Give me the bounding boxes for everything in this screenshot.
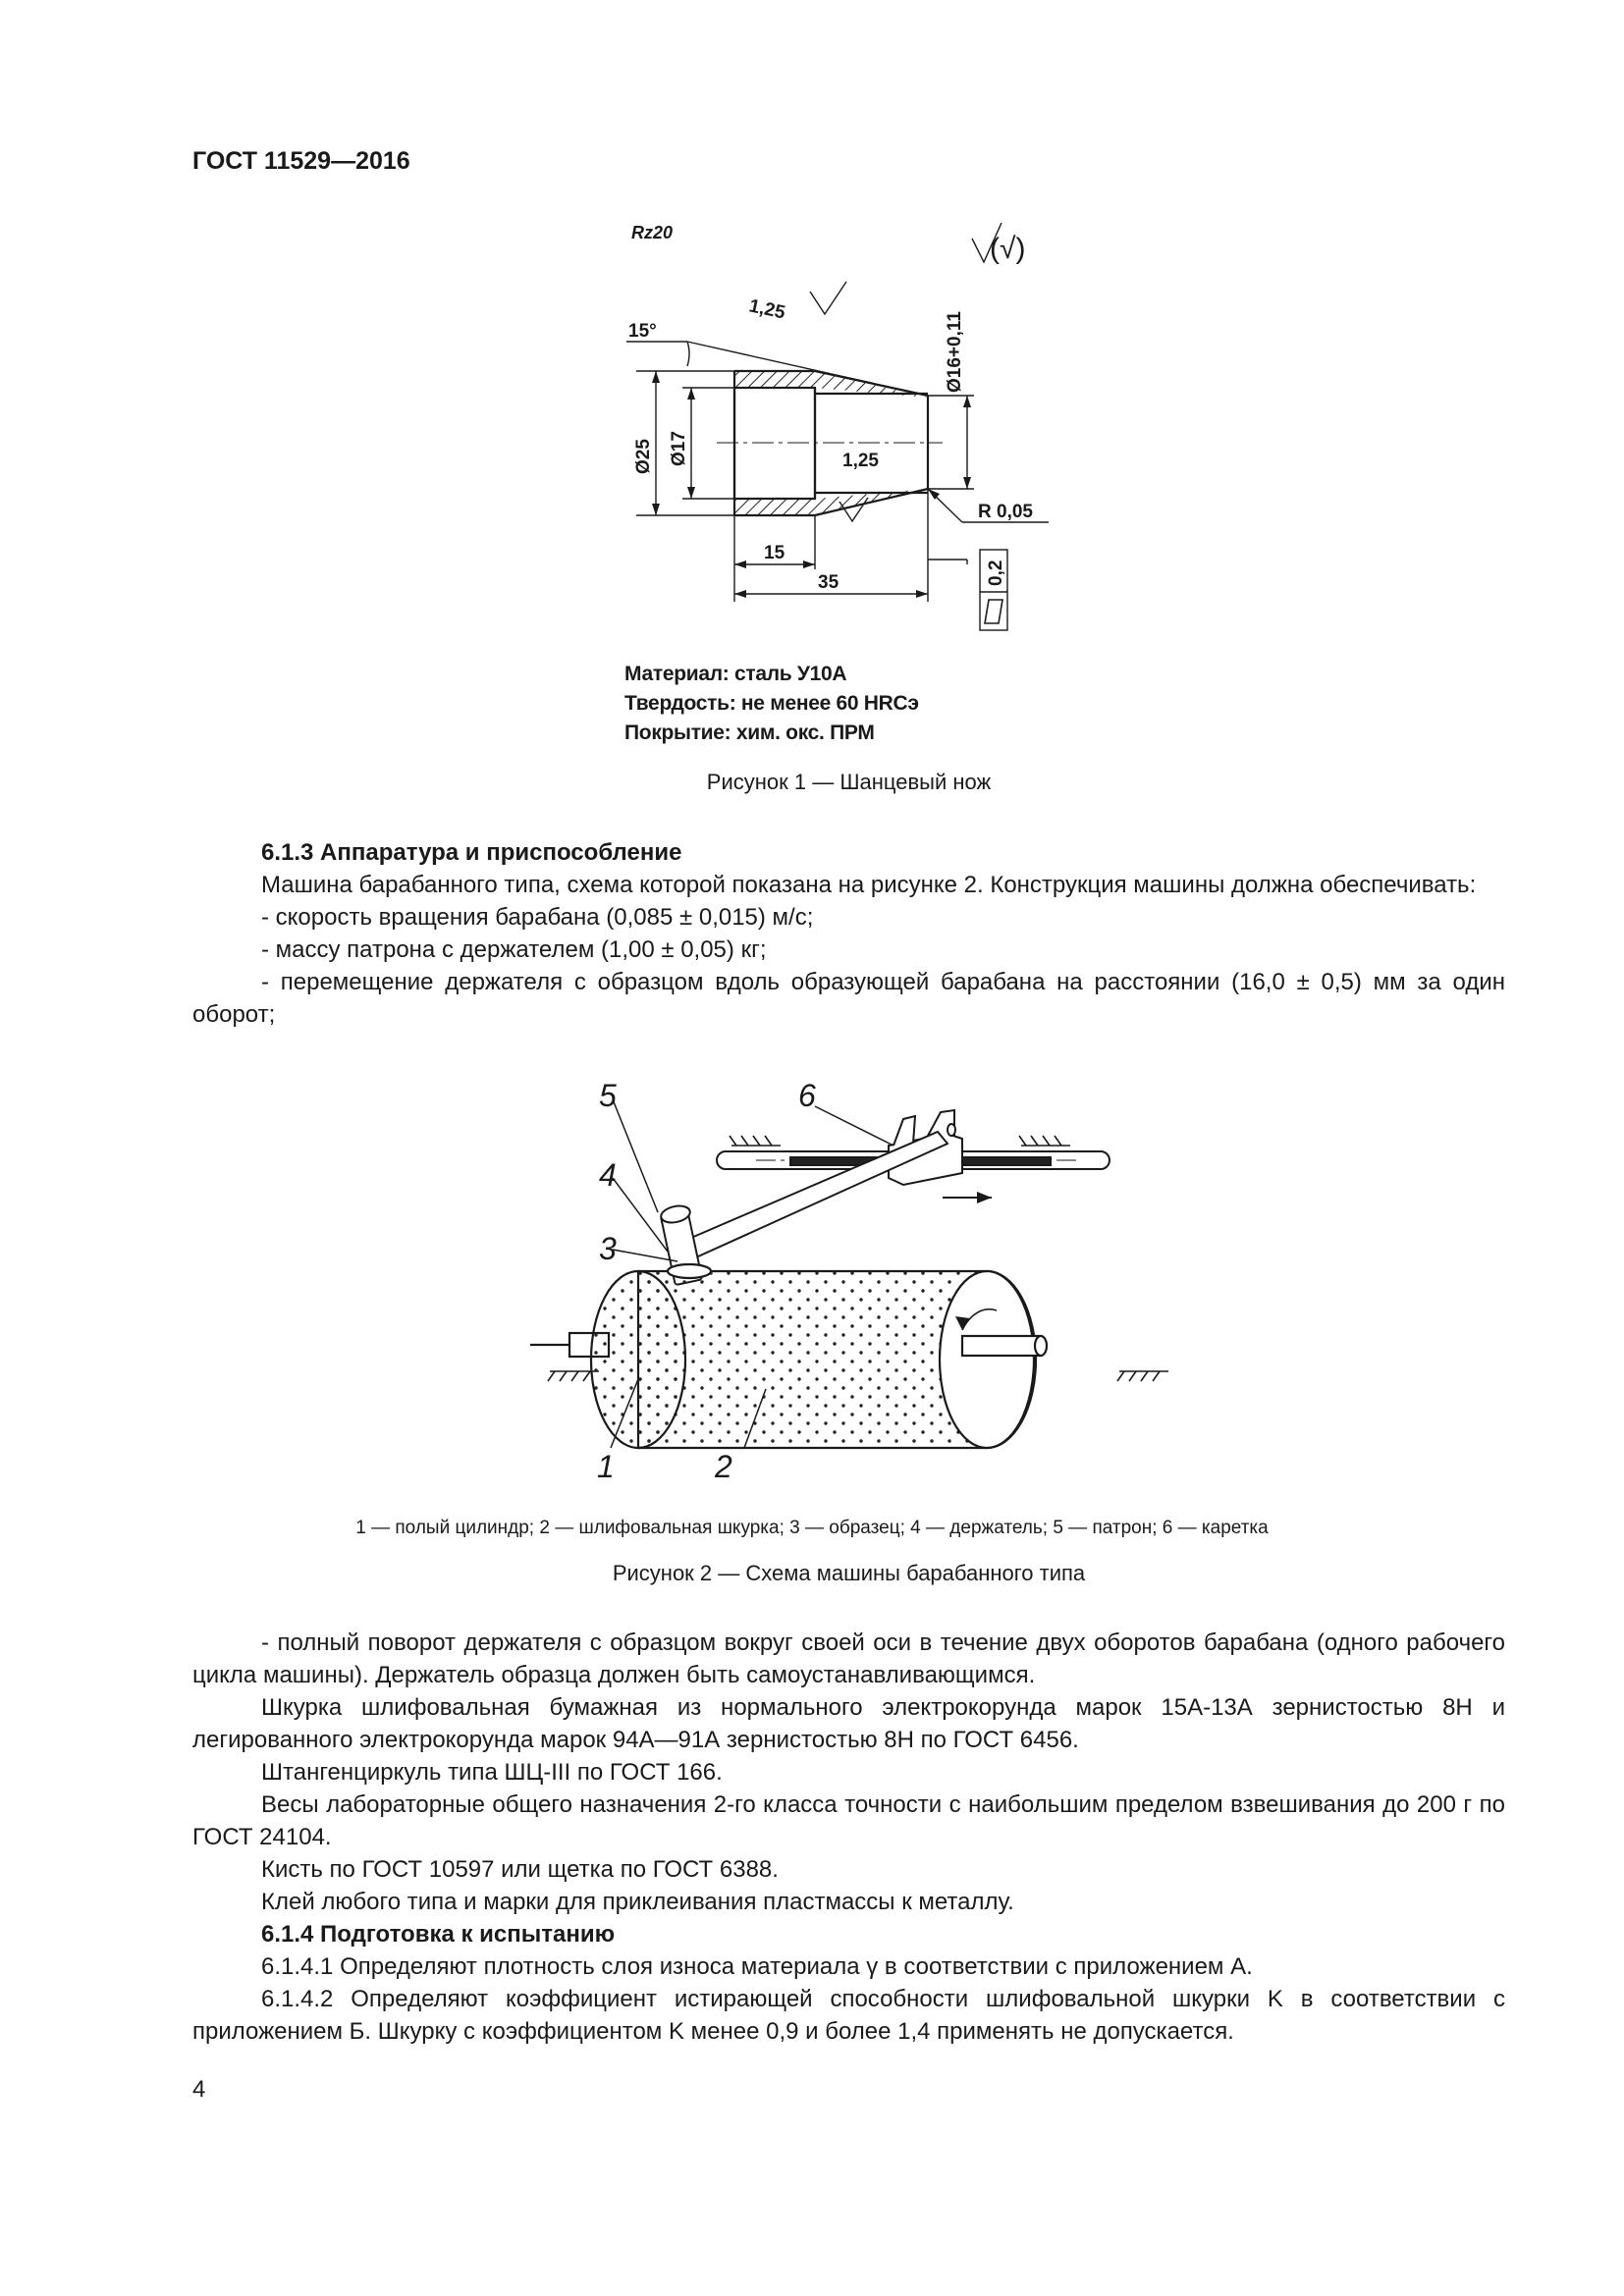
label-3: 3 (599, 1231, 617, 1266)
bullet-item: - массу патрона с держателем (1,00 ± 0,05) кг; (261, 936, 767, 963)
paragraph: Кисть по ГОСТ 10597 или щетка по ГОСТ 6388. (261, 1856, 779, 1883)
angle-label: 15° (628, 321, 657, 342)
bullet-item: - перемещение держателя с образцом вдоль образующей барабана на расстоянии (16,0 ± 0,5) мм за один оборот; (192, 969, 1505, 1028)
drum (530, 1264, 1047, 1448)
material-note: Материал: сталь У10А (624, 663, 847, 685)
figure-1-drawing (589, 221, 1100, 672)
bullet-item: - полный поворот держателя с образцом вокруг своей оси в течение двух оборотов барабана (одного рабочего цикла машины). Держатель образца должен быть самоустанавливающимся. (192, 1629, 1505, 1688)
flatness-label: 0,2 (986, 560, 1006, 586)
direction-arrow-icon (977, 1192, 992, 1203)
section-heading-6-1-3: 6.1.3 Аппаратура и приспособление (261, 839, 682, 866)
paragraph: Шкурка шлифовальная бумажная из нормального электрокорунда марок 15А-13А зернистостью 8Н и легированного электрокорунда марок 94А—91А зернистостью 8Н по ГОСТ 6456. (192, 1694, 1505, 1753)
label-2: 2 (715, 1449, 732, 1484)
rz-label: Rz20 (631, 223, 674, 242)
label-4: 4 (599, 1157, 617, 1193)
paragraph: Машина барабанного типа, схема которой показана на рисунке 2. Конструкция машины должна обеспечивать: (261, 872, 1477, 898)
dimension-labels (628, 223, 1033, 593)
length-15-label: 15 (764, 543, 785, 563)
label-5: 5 (599, 1078, 617, 1113)
chamfer-in-label: 1,25 (842, 451, 879, 471)
chamfer-top-label: 1,25 (746, 295, 787, 324)
figure-2-legend: 1 — полый цилиндр; 2 — шлифовальная шкурка; 3 — образец; 4 — держатель; 5 — патрон; 6 — каретка (355, 1518, 1269, 1538)
length-35-label: 35 (818, 572, 839, 593)
document-header: ГОСТ 11529—2016 (192, 147, 410, 175)
radius-label: R 0,05 (978, 502, 1033, 522)
label-6: 6 (798, 1078, 816, 1113)
paragraph: 6.1.4.1 Определяют плотность слоя износа материала γ в соответствии с приложением А. (261, 1953, 1253, 1980)
figure-2-caption: Рисунок 2 — Схема машины барабанного типа (612, 1561, 1086, 1585)
d25-label: Ø25 (633, 439, 654, 474)
coating-note: Покрытие: хим. окс. ПРМ (624, 721, 875, 744)
section-continued (192, 1627, 1505, 2048)
d17-label: Ø17 (669, 431, 689, 466)
paragraph: Штангенциркуль типа ШЦ-III по ГОСТ 166. (261, 1759, 723, 1786)
page-number: 4 (192, 2076, 206, 2103)
paragraph: Весы лабораторные общего назначения 2-го класса точности с наибольшим пределом взвешивания до 200 г по ГОСТ 24104. (192, 1791, 1505, 1850)
flatness-icon (985, 600, 1002, 623)
paragraph: Клей любого типа и марки для приклеивания пластмассы к металлу. (261, 1889, 1014, 1915)
bullet-item: - скорость вращения барабана (0,085 ± 0,015) м/с; (261, 904, 814, 931)
figure-2-drawing (530, 1075, 1178, 1507)
knife-section (717, 371, 943, 515)
section-6-1-3 (192, 836, 1505, 1031)
figure-1-caption: Рисунок 1 — Шанцевый нож (706, 770, 992, 794)
paragraph: 6.1.4.2 Определяют коэффициент истирающей способности шлифовальной шкурки K в соответствии с приложением Б. Шкурку с коэффициентом K менее 0,9 и более 1,4 применять не допускается. (192, 1986, 1505, 2045)
section-heading-6-1-4: 6.1.4 Подготовка к испытанию (261, 1921, 616, 1948)
d16-label: Ø16+0,11 (945, 311, 965, 393)
label-1: 1 (597, 1449, 615, 1484)
figure-1-notes (624, 660, 919, 748)
dimension-arrows (652, 371, 971, 598)
rough-label: (√) (990, 233, 1026, 265)
hardness-note: Твердость: не менее 60 HRCэ (624, 692, 919, 715)
